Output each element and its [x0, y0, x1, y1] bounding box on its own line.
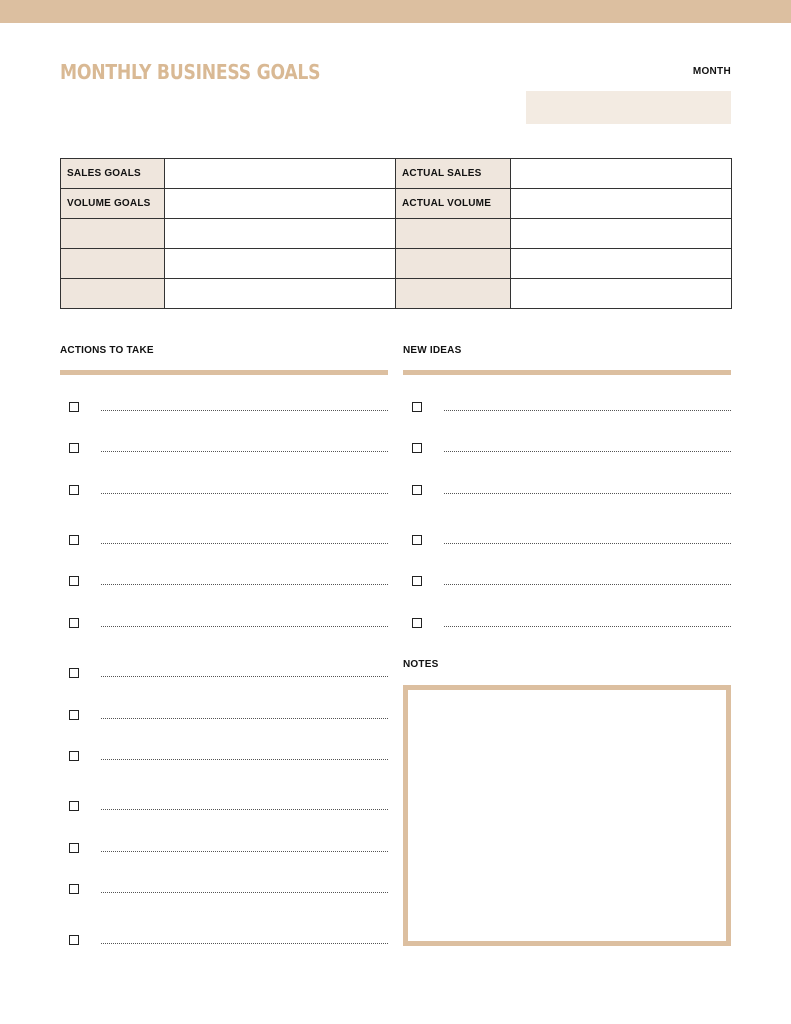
goals-label-right	[396, 279, 511, 309]
goals-table-row	[61, 219, 732, 249]
goals-table-row	[61, 189, 732, 219]
goals-label-right	[396, 219, 511, 249]
goals-value-right[interactable]	[511, 249, 732, 279]
checkbox[interactable]	[412, 535, 422, 545]
page-title: MONTHLY BUSINESS GOALS	[60, 60, 321, 84]
checkbox[interactable]	[69, 485, 79, 495]
checkbox[interactable]	[69, 443, 79, 453]
checkbox[interactable]	[69, 751, 79, 761]
dotted-writing-line[interactable]	[444, 493, 731, 494]
dotted-writing-line[interactable]	[101, 543, 388, 544]
dotted-writing-line[interactable]	[101, 943, 388, 944]
goals-value-left[interactable]	[165, 159, 396, 189]
goals-value-right[interactable]	[511, 219, 732, 249]
action-item	[69, 801, 388, 815]
idea-item	[412, 618, 731, 632]
checkbox[interactable]	[69, 884, 79, 894]
action-item	[69, 935, 388, 949]
dotted-writing-line[interactable]	[101, 676, 388, 677]
action-item	[69, 443, 388, 457]
dotted-writing-line[interactable]	[101, 809, 388, 810]
goals-value-left[interactable]	[165, 279, 396, 309]
ideas-heading: NEW IDEAS	[403, 345, 462, 356]
goals-label-right	[396, 249, 511, 279]
actions-heading: ACTIONS TO TAKE	[60, 345, 154, 356]
checkbox[interactable]	[69, 535, 79, 545]
dotted-writing-line[interactable]	[101, 851, 388, 852]
goals-label-right: ACTUAL SALES	[396, 159, 511, 189]
goals-value-left[interactable]	[165, 219, 396, 249]
action-item	[69, 843, 388, 857]
goals-label-left: VOLUME GOALS	[61, 189, 165, 219]
dotted-writing-line[interactable]	[101, 584, 388, 585]
idea-item	[412, 535, 731, 549]
goals-label-left	[61, 219, 165, 249]
ideas-heading-rule	[403, 370, 731, 375]
goals-value-left[interactable]	[165, 249, 396, 279]
top-accent-band	[0, 0, 791, 23]
action-item	[69, 751, 388, 765]
checkbox[interactable]	[412, 443, 422, 453]
action-item	[69, 402, 388, 416]
checkbox[interactable]	[69, 935, 79, 945]
notes-box[interactable]	[403, 685, 731, 946]
action-item	[69, 668, 388, 682]
goals-table	[60, 158, 732, 309]
checkbox[interactable]	[412, 402, 422, 412]
checkbox[interactable]	[412, 576, 422, 586]
month-field[interactable]	[526, 91, 731, 124]
checkbox[interactable]	[69, 801, 79, 811]
dotted-writing-line[interactable]	[101, 892, 388, 893]
dotted-writing-line[interactable]	[444, 584, 731, 585]
action-item	[69, 485, 388, 499]
month-label: MONTH	[692, 66, 731, 77]
notes-heading: NOTES	[403, 659, 439, 670]
goals-label-left	[61, 249, 165, 279]
action-item	[69, 710, 388, 724]
idea-item	[412, 402, 731, 416]
dotted-writing-line[interactable]	[101, 410, 388, 411]
goals-label-left	[61, 279, 165, 309]
goals-label-left: SALES GOALS	[61, 159, 165, 189]
goals-table-body	[61, 159, 732, 309]
dotted-writing-line[interactable]	[101, 493, 388, 494]
action-item	[69, 618, 388, 632]
goals-value-right[interactable]	[511, 189, 732, 219]
idea-item	[412, 443, 731, 457]
checkbox[interactable]	[69, 668, 79, 678]
dotted-writing-line[interactable]	[444, 626, 731, 627]
dotted-writing-line[interactable]	[444, 543, 731, 544]
checkbox[interactable]	[69, 576, 79, 586]
action-item	[69, 535, 388, 549]
idea-item	[412, 576, 731, 590]
dotted-writing-line[interactable]	[101, 626, 388, 627]
actions-heading-rule	[60, 370, 388, 375]
goals-table-row	[61, 249, 732, 279]
checkbox[interactable]	[412, 618, 422, 628]
goals-value-left[interactable]	[165, 189, 396, 219]
goals-table-row	[61, 279, 732, 309]
dotted-writing-line[interactable]	[444, 410, 731, 411]
goals-label-right: ACTUAL VOLUME	[396, 189, 511, 219]
action-item	[69, 576, 388, 590]
checkbox[interactable]	[412, 485, 422, 495]
checkbox[interactable]	[69, 402, 79, 412]
checkbox[interactable]	[69, 843, 79, 853]
idea-item	[412, 485, 731, 499]
dotted-writing-line[interactable]	[101, 451, 388, 452]
goals-value-right[interactable]	[511, 279, 732, 309]
dotted-writing-line[interactable]	[101, 718, 388, 719]
goals-value-right[interactable]	[511, 159, 732, 189]
goals-table-row	[61, 159, 732, 189]
dotted-writing-line[interactable]	[444, 451, 731, 452]
action-item	[69, 884, 388, 898]
checkbox[interactable]	[69, 618, 79, 628]
checkbox[interactable]	[69, 710, 79, 720]
dotted-writing-line[interactable]	[101, 759, 388, 760]
